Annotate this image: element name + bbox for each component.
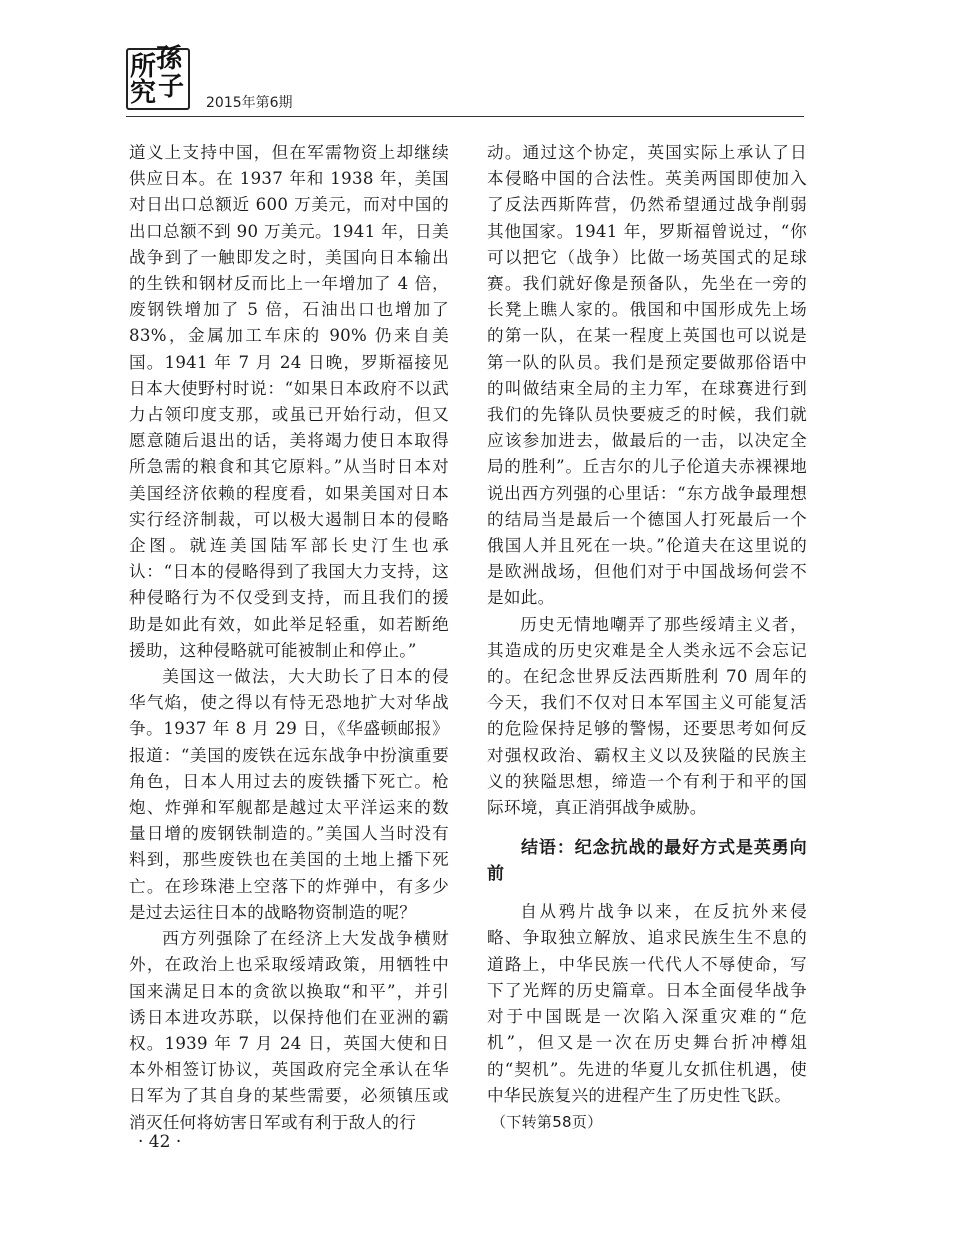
left-column xyxy=(129,140,449,1136)
right-paragraph-2: 历史无情地嘲弄了那些绥靖主义者，其造成的历史灾难是全人类永远不会忘记的。在纪念世界反法西斯胜利 70 周年的今天，我们不仅对日本军国主义可能复活的危险保持足够的警惕，还要思考如何反对强权政治、霸权主义以及狭隘的民族主义的狭隘思想，缔造一个有利于和平的国际环境，真正消弭战争威胁。 xyxy=(487,614,807,818)
section-heading: 结语：纪念抗战的最好方式是英勇向前 xyxy=(487,838,807,885)
right-paragraph-3: 自从鸦片战争以来，在反抗外来侵略、争取独立解放、追求民族生生不息的道路上，中华民族一代代人不辱使命，写下了光辉的历史篇章。日本全面侵华战争对于中国既是一次陷入深重灾难的“危机”，但又是一次在历史舞台折冲樽俎的“契机”。先进的华夏儿女抓住机遇，使中华民族复兴的进程产生了历史性飞跃。 xyxy=(487,902,807,1105)
journal-logo xyxy=(126,44,192,110)
issue-label: 2015年第6期 xyxy=(206,95,293,111)
logo-char-3: 究 xyxy=(130,78,157,108)
right-column xyxy=(487,140,807,1135)
logo-char-1: 所 xyxy=(130,52,157,82)
left-paragraph-2: 美国这一做法，大大助长了日本的侵华气焰，使之得以有恃无恐地扩大对华战争。1937 年 8 月 29 日，《华盛顿邮报》报道：“美国的废铁在远东战争中扮演重要角色，日本人用过去的废铁播下死亡。枪炮、炸弹和军舰都是越过太平洋运来的数量日增的废钢铁制造的。”美国人当时没有料到，那些废铁也在美国的土地上播下死亡。在珍珠港上空落下的炸弹中，有多少是过去运往日本的战略物资制造的呢？ xyxy=(129,667,449,922)
left-paragraph-1: 道义上支持中国，但在军需物资上却继续供应日本。在 1937 年和 1938 年，美国对日出口总额近 600 万美元，而对中国的出口总额不到 90 万美元。1941 年，日美战争到了一触即发之时，美国向日本输出的生铁和钢材反而比上一年增加了 4 倍，废钢铁增加了 5 倍，石油出口也增加了 83%，金属加工车床的 90% 仍来自美国。1941 年 7 月 24 日晚，罗斯福接见日本大使野村时说：“如果日本政府不以武力占领印度支那，或虽已开始行动，但又愿意随后退出的话，美将竭力使日本取得所急需的粮食和其它原料。”从当时日本对美国经济依赖的程度看，如果美国对日本实行经济制裁，可以极大遏制日本的侵略企图。就连美国陆军部长史汀生也承认：“日本的侵略得到了我国大力支持，这种侵略行为不仅受到支持，而且我们的援助是如此有效，如此举足轻重，如若断绝援助，这种侵略就可能被制止和停止。” xyxy=(129,143,449,660)
left-paragraph-3: 西方列强除了在经济上大发战争横财外，在政治上也采取绥靖政策，用牺牲中国来满足日本的贪欲以换取“和平”，并引诱日本进攻苏联，以保持他们在亚洲的霸权。1939 年 7 月 24 日，英国大使和日本外相签订协议，英国政府完全承认在华日军为了其自身的某些需要，必须镇压或消灭任何将妨害日军或有利于敌人的行 xyxy=(129,929,449,1132)
logo-char-2: 孫 xyxy=(156,44,183,74)
right-paragraph-1: 动。通过这个协定，英国实际上承认了日本侵略中国的合法性。英美两国即使加入了反法西斯阵营，仍然希望通过战争削弱其他国家。1941 年，罗斯福曾说过，“你可以把它（战争）比做一场英国式的足球赛。我们就好像是预备队，先坐在一旁的长凳上瞧人家的。俄国和中国形成先上场的第一队，在某一程度上英国也可以说是第一队的队员。我们是预定要做那俗语中的叫做结束全局的主力军，在球赛进行到我们的先锋队员快要疲乏的时候，我们就应该参加进去，做最后的一击，以决定全局的胜利”。丘吉尔的儿子伦道夫赤裸裸地说出西方列强的心里话：“东方战争最理想的结局当是最后一个德国人打死最后一个俄国人并且死在一块。”伦道夫在这里说的是欧洲战场，但他们对于中国战场何尝不是如此。 xyxy=(487,143,807,608)
header-rule xyxy=(126,116,804,117)
logo-char-4: 子 xyxy=(158,72,185,102)
continued-note: （下转第58页） xyxy=(491,1112,603,1131)
page-number: · 42 · xyxy=(138,1132,182,1152)
